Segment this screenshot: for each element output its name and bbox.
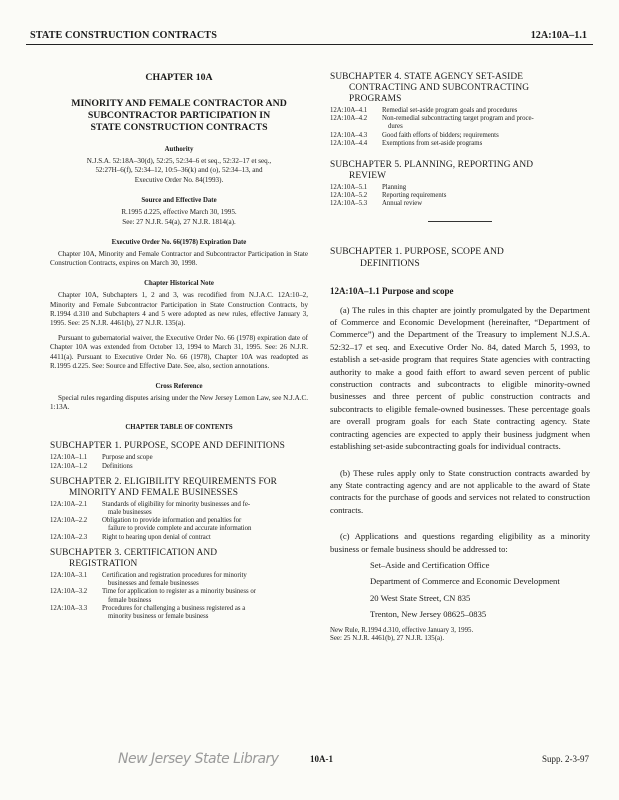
- cross-reference-heading: Cross Reference: [155, 383, 203, 391]
- historical-note-p1: Chapter 10A, Subchapters 1, 2 and 3, was recodified from N.J.A.C. 12A:10–2, Minority and Female Subcontractor Participation in State Construction Contracts, by R.1994 d.310 and Subchapters 4 and 5 were adopted as new rules, effective January 3, 1995. See: 25 N.J.R. 4461(b), 27 N.J.R. 135(a).: [50, 291, 308, 328]
- header-section-number: 12A:10A–1.1: [530, 30, 587, 41]
- toc-item: 12A:10A–4.4 Exemptions from set-aside programs: [330, 139, 483, 147]
- toc-item: 12A:10A–2.1 Standards of eligibility for minority businesses and fe- male businesses: [50, 500, 251, 517]
- source-heading: Source and Effective Date: [141, 197, 217, 205]
- toc-subchapter-title: SUBCHAPTER 1. PURPOSE, SCOPE AND DEFINITIONS: [50, 441, 285, 452]
- toc-subchapter-title: SUBCHAPTER 2. ELIGIBILITY REQUIREMENTS FOR MINORITY AND FEMALE BUSINESSES: [50, 476, 278, 498]
- library-stamp: New Jersey State Library: [118, 751, 279, 767]
- toc-item: 12A:10A–2.3 Right to hearing upon denial of contract: [50, 533, 211, 541]
- toc-item: 12A:10A–3.2 Time for application to register as a minority business or female business: [50, 588, 256, 604]
- toc-heading: CHAPTER TABLE OF CONTENTS: [125, 424, 233, 432]
- chapter-name: MINORITY AND FEMALE CONTRACTOR AND SUBCONTRACTOR PARTICIPATION IN STATE CONSTRUCTION CONTRACTS: [71, 98, 287, 133]
- toc-item: 12A:10A–4.2 Non-remedial subcontracting target program and proce- dures: [330, 115, 534, 131]
- toc-item: 12A:10A–5.2 Reporting requirements: [330, 192, 447, 200]
- paragraph-c: (c) Applications and questions regarding eligibility as a minority business or female business should be addressed to:: [330, 531, 590, 554]
- toc-item: 12A:10A–3.3 Procedures for challenging a business registered as a minority business or female business: [50, 604, 246, 620]
- page-footer: [0, 752, 619, 772]
- left-column: [50, 72, 308, 627]
- toc-subchapter-2: [50, 477, 308, 542]
- paragraph-b: (b) These rules apply only to State construction contracts awarded by any State contracting agency and are not applicable to the award of State contracts for the purchase of goods and services not related to construction contracts.: [330, 467, 590, 515]
- section-heading: 12A:10A–1.1 Purpose and scope: [330, 285, 454, 296]
- toc-subchapter-title: SUBCHAPTER 3. CERTIFICATION AND REGISTRATION: [50, 547, 218, 569]
- authority-heading: Authority: [164, 146, 194, 153]
- toc-item: 12A:10A–1.2 Definitions: [50, 462, 133, 470]
- source-text: R.1995 d.225, effective March 30, 1995. See: 27 N.J.R. 54(a), 27 N.J.R. 1814(a).: [121, 208, 237, 226]
- section-divider: [428, 221, 492, 222]
- page-number: 10A-1: [310, 754, 333, 764]
- rule-history: New Rule, R.1994 d.310, effective January 3, 1995. See: 25 N.J.R. 4461(b), 27 N.J.R. 135(a).: [330, 626, 474, 643]
- paragraph-a: (a) The rules in this chapter are jointly promulgated by the Department of Commerce and Economic Development (hereinafter, “Department of Commerce”) and the Department of the Treasury to implement N.J.S.A. 52:32–17 et seq. and Executive Order No. 84, dated March 5, 1993, to establish a set-aside program that requires State agencies with contracting authority to make a good faith effort to award seven percent of public construction contracts and subcontracts to eligible minority-owned businesses and three percent of public construction contracts and subcontracts to eligible female-owned businesses. These percentage goals are overall program goals for each State contracting agency. State contracting agencies are expected to apply their business judgment when establishing set-aside subcontracting goals for individual contracts.: [330, 304, 590, 452]
- expiration-heading: Executive Order No. 66(1978) Expiration Date: [111, 239, 247, 247]
- chapter-number: CHAPTER 10A: [145, 72, 213, 83]
- running-header: [26, 29, 593, 45]
- toc-subchapter-title: SUBCHAPTER 4. STATE AGENCY SET-ASIDE CONTRACTING AND SUBCONTRACTING PROGRAMS: [330, 72, 530, 104]
- toc-item: 12A:10A–4.1 Remedial set-aside program goals and procedures: [330, 107, 518, 114]
- toc-subchapter-title: SUBCHAPTER 5. PLANNING, REPORTING AND REVIEW: [330, 160, 534, 182]
- historical-note-heading: Chapter Historical Note: [144, 280, 214, 288]
- toc-item: 12A:10A–5.3 Annual review: [330, 200, 423, 208]
- toc-item: 12A:10A–4.3 Good faith efforts of bidders; requirements: [330, 131, 499, 139]
- toc-item: 12A:10A–3.1 Certification and registration procedures for minority businesses and female businesses: [50, 571, 247, 588]
- toc-subchapter-4: [330, 72, 590, 148]
- historical-note-p2: Pursuant to gubernatorial waiver, the Executive Order No. 66 (1978) expiration date of Chapter 10A was extended from October 13, 1994 to March 31, 1995. See: 26 N.J.R. 4411(a). Pursuant to Executive Order No. 66 (1978), Chapter 10A was readopted as R.1995 d.225. See: Source and Effective Date. See, also, section annotations.: [50, 334, 308, 370]
- toc-item: 12A:10A–5.1 Planning: [330, 184, 407, 192]
- supplement-date: Supp. 2-3-97: [542, 754, 589, 764]
- authority-text: N.J.S.A. 52:18A–30(d), 52:25, 52:34–6 et seq., 52:32–17 et seq., 52:27H–6(f), 52:34–12, 10:5–36(k) and (o), 52:34–13, and Executive Order No. 84(1993).: [86, 157, 272, 184]
- toc-item: 12A:10A–1.1 Purpose and scope: [50, 454, 153, 462]
- toc-item: 12A:10A–2.2 Obligation to provide information and penalties for failure to provide complete and accurate information: [50, 517, 252, 533]
- expiration-text: Chapter 10A, Minority and Female Contractor and Subcontractor Participation in State Construction Contracts, expires on March 30, 1998.: [50, 250, 308, 268]
- header-title: STATE CONSTRUCTION CONTRACTS: [30, 30, 217, 41]
- toc-subchapter-1: [50, 441, 308, 470]
- mailing-address: Set–Aside and Certification Office Department of Commerce and Economic Development 20 West State Street, CN 835 Trenton, New Jersey 08625–0835: [370, 559, 560, 620]
- toc-subchapter-3: [50, 548, 308, 621]
- cross-reference-text: Special rules regarding disputes arising under the New Jersey Lemon Law, see N.J.A.C. 1:13A.: [50, 394, 308, 412]
- toc-subchapter-5: [330, 160, 590, 209]
- subchapter-1-heading: SUBCHAPTER 1. PURPOSE, SCOPE AND DEFINITIONS: [330, 245, 504, 269]
- right-column: [330, 72, 590, 644]
